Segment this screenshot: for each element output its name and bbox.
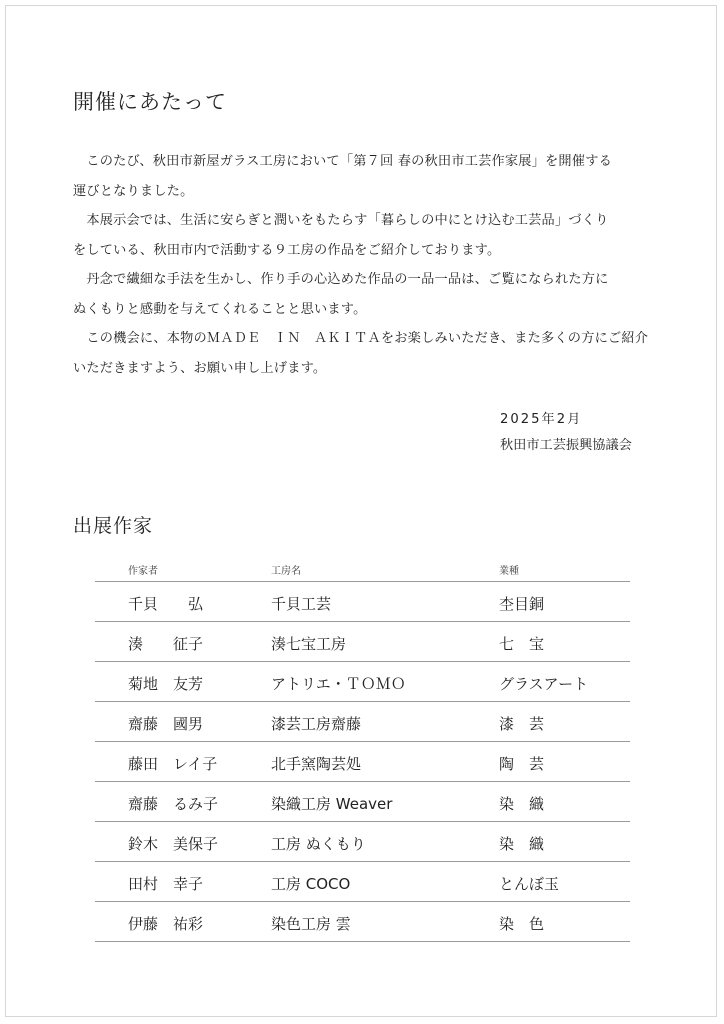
table-row xyxy=(95,822,630,862)
studio-name: 北手窯陶芸処 xyxy=(271,755,362,773)
genre: 杢目銅 xyxy=(499,595,545,613)
table-header xyxy=(95,557,630,582)
table-row xyxy=(95,662,630,702)
studio-name: 工房 ぬくもり xyxy=(271,835,366,853)
artist-name: 千貝 弘 xyxy=(128,595,204,613)
exhibitors-table xyxy=(95,557,630,942)
table-row xyxy=(95,702,630,742)
signature-date: 2025年2月 xyxy=(500,412,583,427)
paragraph-3-line-1: 丹念で繊細な手法を生かし、作り手の心込めた作品の一品一品は、ご覧になられた方に xyxy=(73,272,609,287)
paragraph-2-line-2: をしている、秋田市内で活動する９工房の作品をご紹介しております。 xyxy=(73,242,501,258)
genre: グラスアート xyxy=(499,675,589,693)
paragraph-3 xyxy=(73,265,663,324)
header-studio: 工房名 xyxy=(271,566,301,577)
paragraph-1-line-2: 運びとなりました。 xyxy=(73,183,194,199)
genre: とんぼ玉 xyxy=(499,875,560,893)
studio-name: 湊七宝工房 xyxy=(271,635,347,653)
genre: 染 織 xyxy=(499,795,545,813)
paragraph-3-line-2: ぬくもりと感動を与えてくれることと思います。 xyxy=(73,301,367,317)
genre: 漆 芸 xyxy=(499,715,545,733)
header-artist: 作家者 xyxy=(128,566,158,577)
genre: 陶 芸 xyxy=(499,755,545,773)
paragraph-1 xyxy=(73,147,663,206)
table-row xyxy=(95,582,630,622)
studio-name: 染色工房 雲 xyxy=(271,915,351,933)
paragraph-1-line-1: このたび、秋田市新屋ガラス工房において「第７回 春の秋田市工芸作家展」を開催する xyxy=(73,154,612,169)
studio-name: 漆芸工房齋藤 xyxy=(271,715,362,733)
studio-name: 工房 COCO xyxy=(271,875,351,893)
page-title: 開催にあたって xyxy=(73,90,227,114)
table-row xyxy=(95,862,630,902)
paragraph-2 xyxy=(73,206,663,265)
signature-block xyxy=(500,407,632,459)
table-row xyxy=(95,782,630,822)
artist-name: 湊 征子 xyxy=(128,635,204,653)
paragraph-4-line-1: この機会に、本物のＭＡＤＥ ＩＮ ＡＫＩＴＡをお楽しみいただき、また多くの方にご紹介 xyxy=(73,331,649,346)
studio-name: アトリエ・ＴＯＭＯ xyxy=(271,675,406,693)
artist-name: 田村 幸子 xyxy=(128,875,204,893)
artist-name: 齋藤 るみ子 xyxy=(128,795,219,813)
table-row xyxy=(95,742,630,782)
studio-name: 千貝工芸 xyxy=(271,595,332,613)
paragraph-4 xyxy=(73,324,663,383)
artist-name: 藤田 レイ子 xyxy=(128,755,218,773)
paragraph-2-line-1: 本展示会では、生活に安らぎと潤いをもたらす「暮らしの中にとけ込む工芸品」づくり xyxy=(73,213,609,228)
genre: 七 宝 xyxy=(499,635,545,653)
artist-name: 鈴木 美保子 xyxy=(128,835,219,853)
genre: 染 織 xyxy=(499,835,545,853)
table-row xyxy=(95,622,630,662)
genre: 染 色 xyxy=(499,915,545,933)
paragraph-4-line-2: いただきますよう、お願い申し上げます。 xyxy=(73,360,327,376)
studio-name: 染織工房 Weaver xyxy=(271,795,393,813)
artist-name: 菊地 友芳 xyxy=(128,675,204,693)
artist-name: 齋藤 國男 xyxy=(128,715,204,733)
table-row xyxy=(95,902,630,942)
signature-organization: 秋田市工芸振興協議会 xyxy=(500,438,632,453)
header-genre: 業種 xyxy=(499,566,519,577)
exhibitors-title: 出展作家 xyxy=(73,515,154,537)
artist-name: 伊藤 祐彩 xyxy=(128,915,204,933)
